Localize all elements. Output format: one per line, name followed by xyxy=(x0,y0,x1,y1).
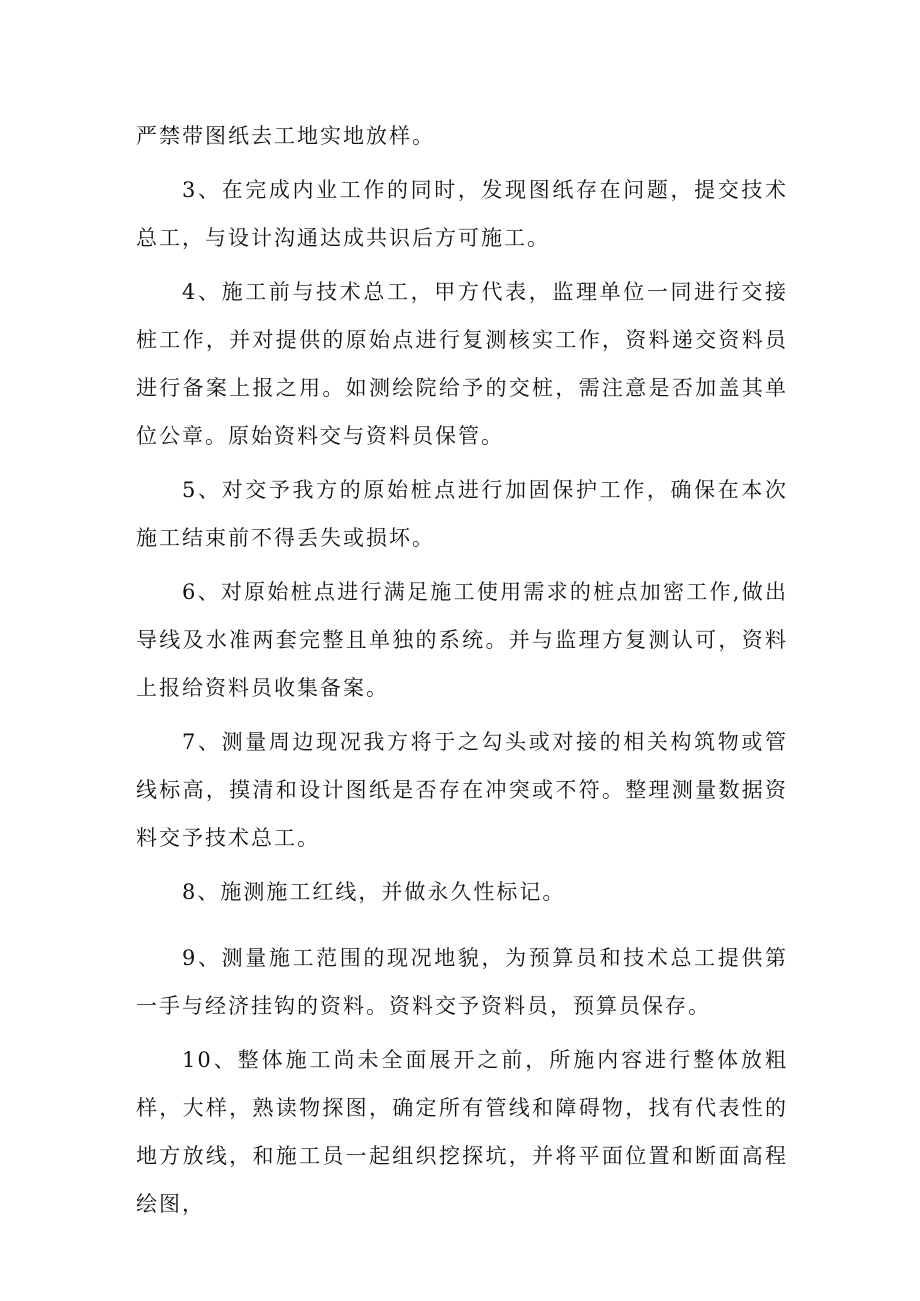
paragraph-item-3: 3、在完成内业工作的同时，发现图纸存在问题，提交技术总工，与设计沟通达成共识后方可施工。 xyxy=(136,178,788,250)
paragraph-item-8: 8、施测施工红线，并做永久性标记。 xyxy=(182,880,566,904)
paragraph-item-6: 6、对原始桩点进行满足施工使用需求的桩点加密工作,做出导线及水准两套完整且单独的系统。并与监理方复测认可，资料上报给资料员收集备案。 xyxy=(136,580,788,700)
paragraph-item-5: 5、对交予我方的原始桩点进行加固保护工作，确保在本次施工结束前不得丢失或损坏。 xyxy=(136,478,788,550)
paragraph-item-10: 10、整体施工尚未全面展开之前，所施内容进行整体放粗样，大样，熟读物探图，确定所有管线和障碍物，找有代表性的地方放线，和施工员一起组织挖探坑，并将平面位置和断面高程绘图， xyxy=(136,1048,788,1216)
paragraph-item-4: 4、施工前与技术总工，甲方代表，监理单位一同进行交接桩工作，并对提供的原始点进行复测核实工作，资料递交资料员进行备案上报之用。如测绘院给予的交桩，需注意是否加盖其单位公章。原始资料交与资料员保管。 xyxy=(136,280,788,448)
paragraph-continuation: 严禁带图纸去工地实地放样。 xyxy=(136,124,435,148)
document-body xyxy=(136,112,788,1228)
paragraph-item-9: 9、测量施工范围的现况地貌，为预算员和技术总工提供第一手与经济挂钩的资料。资料交予资料员，预算员保存。 xyxy=(136,946,788,1018)
paragraph-item-7: 7、测量周边现况我方将于之勾头或对接的相关构筑物或管线标高，摸清和设计图纸是否存在冲突或不符。整理测量数据资料交予技术总工。 xyxy=(136,730,788,850)
